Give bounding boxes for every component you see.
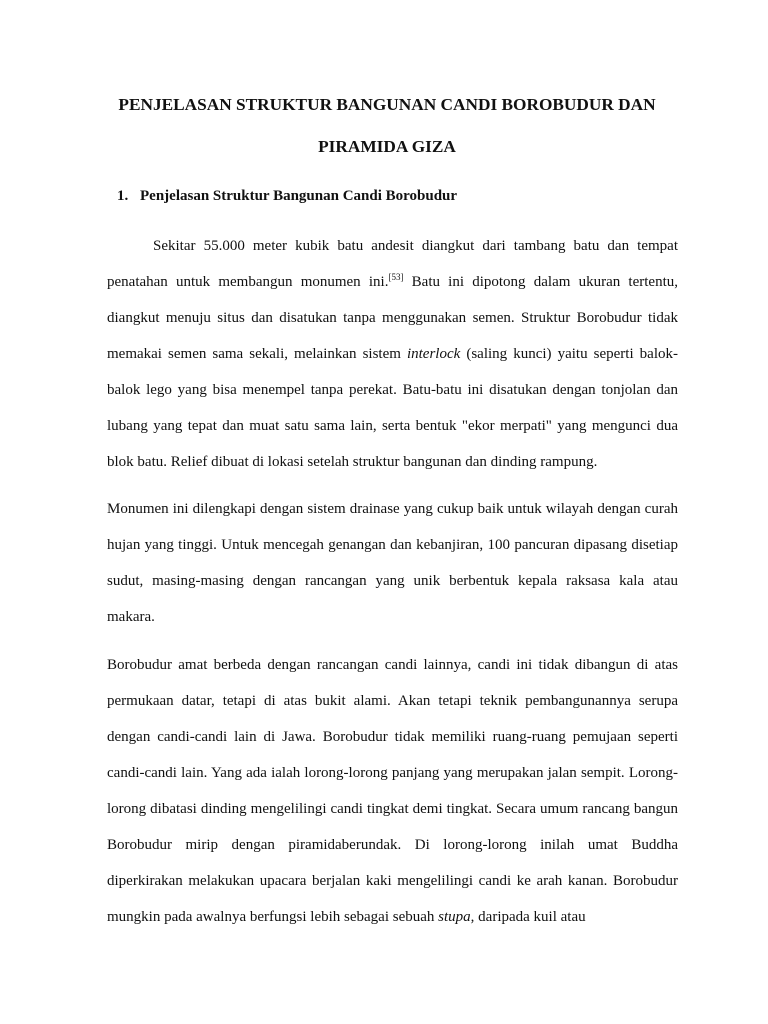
- paragraph-1: [107, 228, 678, 480]
- section-title: Penjelasan Struktur Bangunan Candi Borobudur: [140, 188, 458, 204]
- section-heading: [117, 188, 457, 205]
- term-interlock: interlock: [406, 346, 461, 362]
- paragraph-3: [107, 647, 678, 935]
- paragraph-1-text-a: Sekitar 55.000 meter kubik batu andesit diangkut dari tambang batu dan tempat penatahan untuk membangun monumen ini.: [107, 238, 678, 290]
- document-title-line-2: PIRAMIDA GIZA: [318, 137, 456, 156]
- citation-marker: [53]: [388, 272, 404, 282]
- paragraph-3-text-a: Borobudur amat berbeda dengan rancangan candi lainnya, candi ini tidak dibangun di atas permukaan datar, tetapi di atas bukit alami. Akan tetapi teknik pembangunannya serupa dengan candi-candi lain di Jawa. Borobudur tidak memiliki ruang-ruang pemujaan seperti candi-candi lain. Yang ada ialah lorong-lorong panjang yang merupakan jalan sempit. Lorong-lorong dibatasi dinding mengelilingi candi tingkat demi tingkat. Secara umum rancang bangun Borobudur mirip dengan piramidaberundak. Di lorong-lorong inilah umat Buddha diperkirakan melakukan upacara berjalan kaki mengelilingi candi ke arah kanan. Borobudur mungkin pada awalnya berfungsi lebih sebagai sebuah: [107, 657, 678, 925]
- document-title-line-1: PENJELASAN STRUKTUR BANGUNAN CANDI BOROBUDUR DAN: [118, 95, 656, 114]
- term-stupa: stupa: [438, 909, 471, 925]
- paragraph-2: Monumen ini dilengkapi dengan sistem drainase yang cukup baik untuk wilayah dengan curah hujan yang tinggi. Untuk mencegah genangan dan kebanjiran, 100 pancuran dipasang disetiap sudut, masing-masing dengan rancangan yang unik berbentuk kepala raksasa kala atau makara.: [107, 501, 678, 625]
- paragraph-3-text-b: , daripada kuil atau: [470, 909, 586, 925]
- paragraph-1-text-c: (saling kunci) yaitu seperti balok-balok lego yang bisa menempel tanpa perekat. Batu-batu ini disatukan dengan tonjolan dan lubang yang tepat dan muat satu sama lain, serta bentuk "ekor merpati" yang mengunci dua blok batu. Relief dibuat di lokasi setelah struktur bangunan dan dinding rampung.: [107, 346, 678, 470]
- section-number: 1.: [117, 188, 129, 204]
- paragraph-1-text-b: Batu ini dipotong dalam ukuran tertentu, diangkut menuju situs dan disatukan tanpa menggunakan semen. Struktur Borobudur tidak memakai semen sama sekali, melainkan sistem: [107, 274, 678, 362]
